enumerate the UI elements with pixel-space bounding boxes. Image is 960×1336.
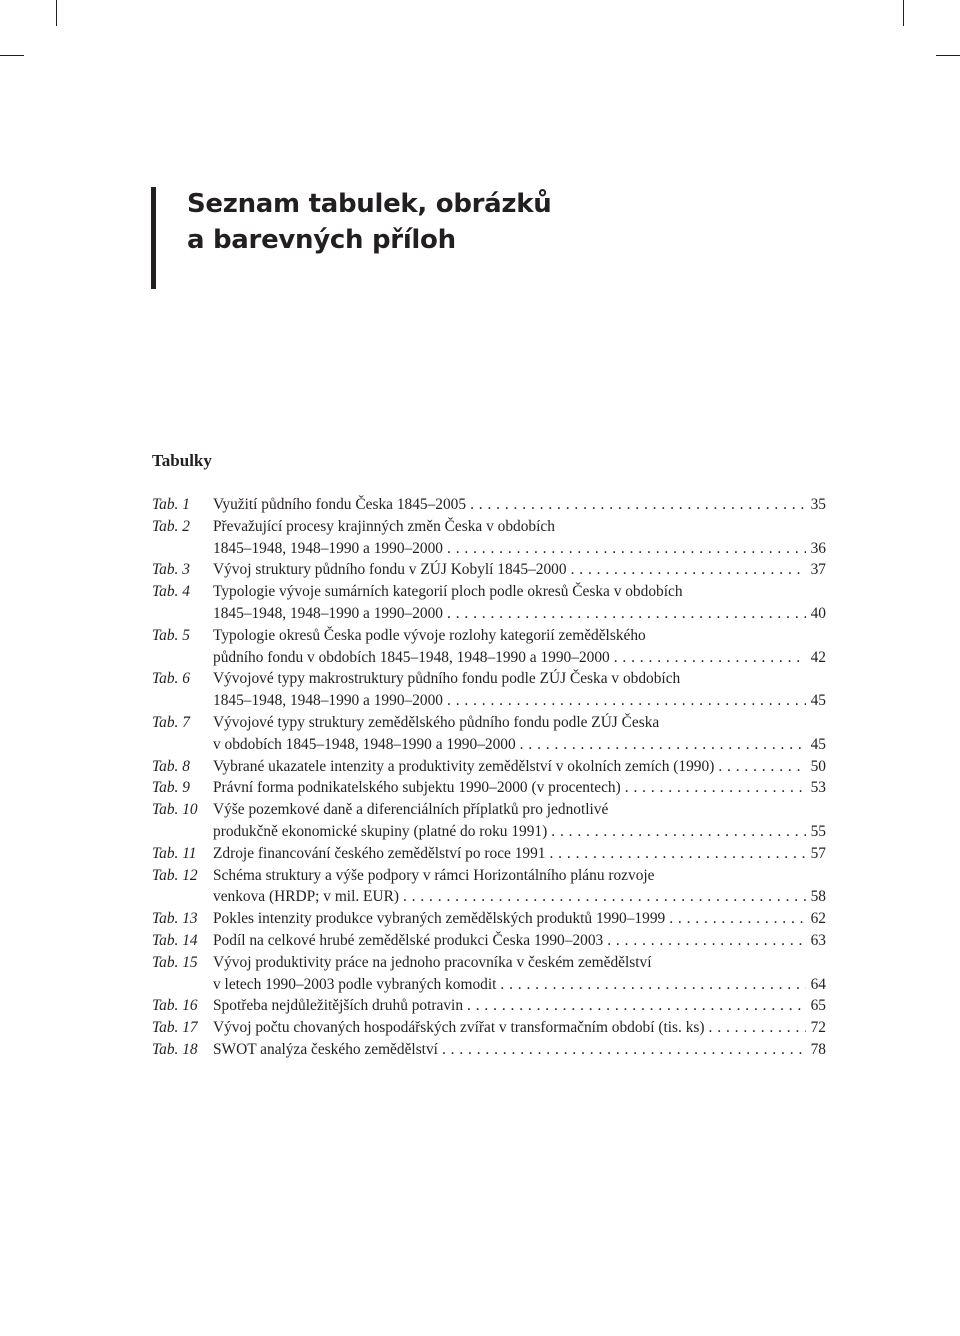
table-label: Tab. 6 — [152, 670, 190, 688]
dot-leader — [470, 494, 806, 516]
page-number: 78 — [810, 1040, 826, 1058]
entry-body — [213, 865, 826, 909]
table-label: Tab. 16 — [152, 997, 198, 1015]
table-list — [152, 494, 826, 1061]
list-item — [152, 952, 826, 996]
table-label: Tab. 5 — [152, 626, 190, 644]
entry-title-text: Spotřeba nejdůležitějších druhů potravin — [213, 997, 464, 1015]
dot-leader — [447, 690, 806, 712]
list-item — [152, 668, 826, 712]
table-label: Tab. 14 — [152, 931, 198, 949]
entry-last-line — [213, 974, 826, 996]
entry-last-line — [213, 886, 826, 908]
table-label: Tab. 3 — [152, 561, 190, 579]
table-label: Tab. 15 — [152, 953, 198, 971]
table-label: Tab. 17 — [152, 1019, 198, 1037]
page-number: 40 — [810, 604, 826, 622]
entry-body — [213, 952, 826, 996]
page-number: 58 — [810, 888, 826, 906]
entry-title-text: 1845–1948, 1948–1990 a 1990–2000 — [213, 539, 443, 557]
entry-title-text: Vývoj struktury půdního fondu v ZÚJ Kobylí 1845–2000 — [213, 561, 567, 579]
list-item — [152, 1017, 826, 1039]
section-heading: Tabulky — [152, 451, 212, 470]
table-label: Tab. 7 — [152, 713, 190, 731]
table-label: Tab. 9 — [152, 779, 190, 797]
list-item — [152, 865, 826, 909]
list-item — [152, 777, 826, 799]
table-label: Tab. 12 — [152, 866, 198, 884]
entry-body — [213, 516, 826, 560]
list-item — [152, 843, 826, 865]
list-item — [152, 1039, 826, 1061]
dot-leader — [718, 756, 805, 778]
dot-leader — [551, 821, 805, 843]
entry-body — [213, 581, 826, 625]
list-item — [152, 799, 826, 843]
entry-body — [213, 777, 826, 799]
page-number: 35 — [810, 496, 826, 513]
title-accent-bar — [151, 187, 156, 289]
table-label: Tab. 8 — [152, 757, 190, 775]
entry-title-text: Využití půdního fondu Česka 1845–2005 — [213, 496, 467, 513]
entry-last-line — [213, 843, 826, 865]
entry-last-line — [213, 756, 826, 778]
entry-title-text: Vybrané ukazatele intenzity a produktivity zemědělství v okolních zemích (1990) — [213, 757, 715, 775]
crop-mark-right-top — [936, 55, 960, 56]
entry-body — [213, 668, 826, 712]
table-label: Tab. 1 — [152, 496, 190, 513]
page-number: 37 — [810, 561, 826, 579]
list-item — [152, 756, 826, 778]
list-item — [152, 559, 826, 581]
table-label: Tab. 4 — [152, 583, 190, 601]
dot-leader — [403, 886, 806, 908]
entry-last-line — [213, 821, 826, 843]
page-number: 57 — [810, 844, 826, 862]
entry-last-line — [213, 734, 826, 756]
entry-title-text: 1845–1948, 1948–1990 a 1990–2000 — [213, 604, 443, 622]
list-item — [152, 930, 826, 952]
page-number: 55 — [810, 822, 826, 840]
entry-title-text: 1845–1948, 1948–1990 a 1990–2000 — [213, 692, 443, 710]
table-label: Tab. 11 — [152, 844, 197, 862]
dot-leader — [625, 777, 806, 799]
entry-last-line — [213, 494, 826, 516]
entry-title-line: Výše pozemkové daně a diferenciálních příplatků pro jednotlivé — [213, 801, 609, 819]
page-number: 42 — [810, 648, 826, 666]
entry-last-line — [213, 1039, 826, 1061]
table-label: Tab. 2 — [152, 517, 190, 535]
page-number: 72 — [810, 1019, 826, 1037]
entry-last-line — [213, 777, 826, 799]
entry-body — [213, 559, 826, 581]
dot-leader — [447, 603, 806, 625]
entry-title-text: v obdobích 1845–1948, 1948–1990 a 1990–2000 — [213, 735, 516, 753]
page-number: 36 — [810, 539, 826, 557]
list-item — [152, 712, 826, 756]
entry-last-line — [213, 995, 826, 1017]
entry-last-line — [213, 538, 826, 560]
dot-leader — [447, 538, 806, 560]
dot-leader — [500, 974, 805, 996]
entry-title-line: Vývojové typy makrostruktury půdního fondu podle ZÚJ Česka v obdobích — [213, 670, 681, 688]
dot-leader — [571, 559, 806, 581]
entry-title-text: půdního fondu v obdobích 1845–1948, 1948–1990 a 1990–2000 — [213, 648, 610, 666]
entry-last-line — [213, 559, 826, 581]
entry-title-text: venkova (HRDP; v mil. EUR) — [213, 888, 399, 906]
list-item — [152, 908, 826, 930]
page-number: 50 — [810, 757, 826, 775]
dot-leader — [607, 930, 805, 952]
entry-body — [213, 712, 826, 756]
list-item — [152, 516, 826, 560]
entry-body — [213, 494, 826, 516]
dot-leader — [709, 1017, 806, 1039]
entry-title-line: Vývoj produktivity práce na jednoho pracovníka v českém zemědělství — [213, 953, 652, 971]
dot-leader — [520, 734, 806, 756]
entry-title-text: produkčně ekonomické skupiny (platné do roku 1991) — [213, 822, 548, 840]
entry-title-line: Typologie okresů Česka podle vývoje rozlohy kategorií zemědělského — [213, 626, 646, 644]
list-item — [152, 581, 826, 625]
page-number: 45 — [810, 692, 826, 710]
crop-mark-left-top — [0, 55, 24, 56]
page-title — [187, 186, 551, 258]
dot-leader — [467, 995, 806, 1017]
entry-title-text: Vývoj počtu chovaných hospodářských zvířat v transformačním období (tis. ks) — [213, 1019, 705, 1037]
entry-body — [213, 799, 826, 843]
page-title-line-1: Seznam tabulek, obrázků — [187, 189, 552, 219]
crop-mark-top-left — [56, 0, 57, 26]
entry-body — [213, 1017, 826, 1039]
page-number: 65 — [810, 997, 826, 1015]
table-label: Tab. 13 — [152, 910, 198, 928]
entry-body — [213, 995, 826, 1017]
entry-title-text: v letech 1990–2003 podle vybraných komodit — [213, 975, 497, 993]
crop-mark-top-right — [903, 0, 904, 26]
entry-title-line: Schéma struktury a výše podpory v rámci Horizontálního plánu rozvoje — [213, 866, 655, 884]
entry-last-line — [213, 647, 826, 669]
list-item — [152, 995, 826, 1017]
entry-title-line: Převažující procesy krajinných změn Česka v obdobích — [213, 517, 555, 535]
page-number: 64 — [810, 975, 826, 993]
entry-last-line — [213, 603, 826, 625]
dot-leader — [549, 843, 805, 865]
table-label: Tab. 18 — [152, 1040, 198, 1058]
table-label: Tab. 10 — [152, 801, 198, 819]
page-title-line-2: a barevných příloh — [187, 225, 456, 255]
list-item — [152, 625, 826, 669]
entry-title-text: Pokles intenzity produkce vybraných zemědělských produktů 1990–1999 — [213, 910, 666, 928]
entry-title-text: Podíl na celkové hrubé zemědělské produkci Česka 1990–2003 — [213, 931, 604, 949]
page-number: 45 — [810, 735, 826, 753]
page-number: 63 — [810, 931, 826, 949]
entry-body — [213, 843, 826, 865]
entry-last-line — [213, 690, 826, 712]
page-number: 62 — [810, 910, 826, 928]
entry-last-line — [213, 1017, 826, 1039]
entry-body — [213, 756, 826, 778]
entry-title-line: Vývojové typy struktury zemědělského půdního fondu podle ZÚJ Česka — [213, 713, 660, 731]
entry-title-line: Typologie vývoje sumárních kategorií ploch podle okresů Česka v obdobích — [213, 583, 683, 601]
list-item — [152, 494, 826, 516]
page-number: 53 — [810, 779, 826, 797]
entry-body — [213, 908, 826, 930]
entry-title-text: Právní forma podnikatelského subjektu 1990–2000 (v procentech) — [213, 779, 621, 797]
entry-last-line — [213, 908, 826, 930]
dot-leader — [614, 647, 806, 669]
entry-body — [213, 930, 826, 952]
entry-title-text: Zdroje financování českého zemědělství po roce 1991 — [213, 844, 546, 862]
entry-body — [213, 1039, 826, 1061]
entry-body — [213, 625, 826, 669]
dot-leader — [669, 908, 805, 930]
entry-title-text: SWOT analýza českého zemědělství — [213, 1040, 438, 1058]
dot-leader — [442, 1039, 806, 1061]
entry-last-line — [213, 930, 826, 952]
